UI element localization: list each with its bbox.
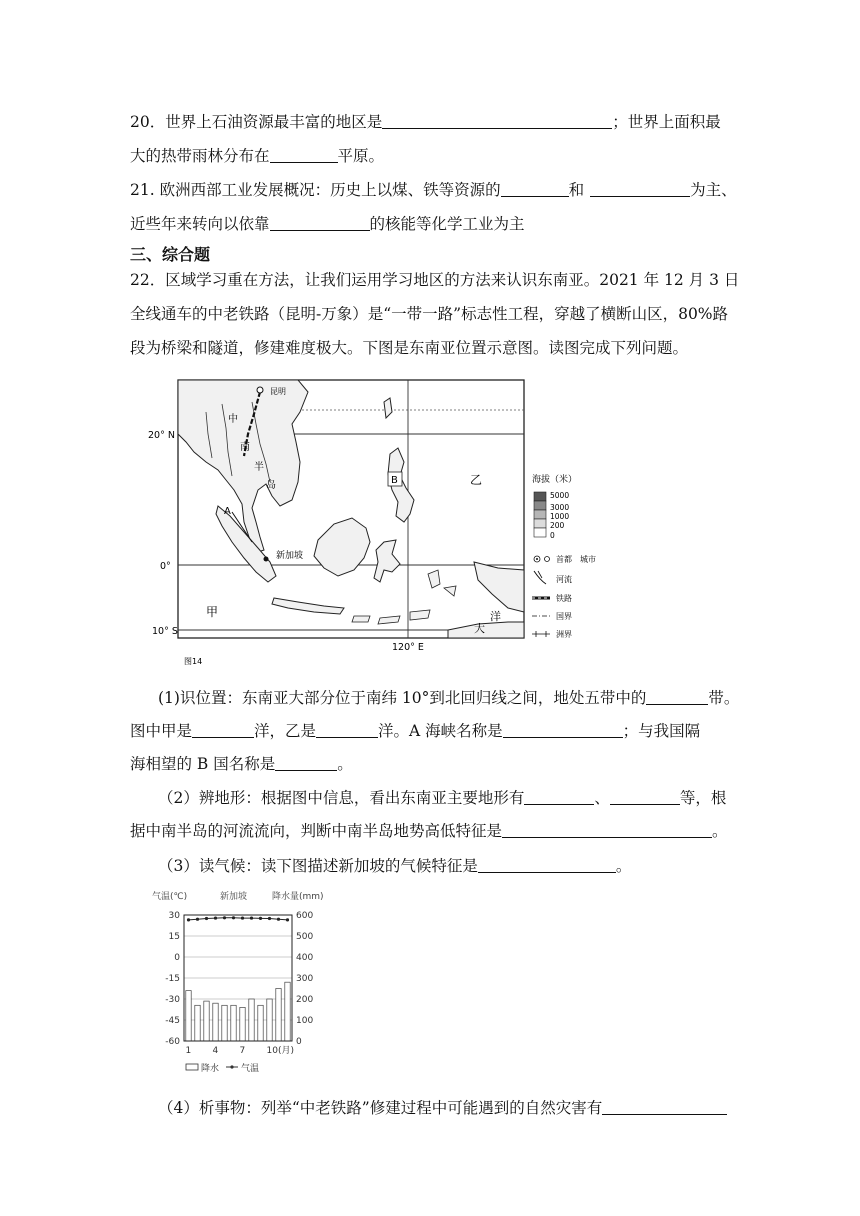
river-symbol-icon bbox=[534, 571, 546, 584]
legend-capital-city: 首都 城市 bbox=[556, 555, 596, 564]
q22-p1-text-c: 图中甲是 bbox=[130, 722, 193, 740]
lat-label-20n: 20° N bbox=[148, 430, 175, 441]
temp-axis-label: 气温(℃) bbox=[152, 892, 188, 902]
elev-swatch-0 bbox=[534, 528, 546, 537]
precip-bar bbox=[204, 1001, 209, 1041]
temp-point bbox=[187, 918, 190, 921]
singapore-city-marker bbox=[264, 557, 269, 562]
q22-p2-blank-3[interactable] bbox=[502, 823, 712, 838]
q21-answer-blank-2[interactable] bbox=[590, 182, 690, 197]
temp-point bbox=[223, 916, 226, 919]
temp-line bbox=[189, 918, 288, 920]
q22-p1-blank-3[interactable] bbox=[316, 723, 378, 738]
q22-intro-line3: 段为桥梁和隧道，修建难度极大。下图是东南亚位置示意图。读图完成下列问题。 bbox=[130, 339, 689, 357]
temp-legend-dot bbox=[230, 1065, 233, 1068]
legend-temp: 气温 bbox=[241, 1064, 260, 1074]
map-figure bbox=[148, 372, 658, 672]
q20-line2 bbox=[130, 146, 384, 166]
precip-bar bbox=[213, 1003, 218, 1041]
label-nan: 南 bbox=[240, 442, 250, 453]
q22-p2-text-a: （2）辨地形：根据图中信息，看出东南亚主要地形有 bbox=[158, 789, 525, 807]
precip-tick-label: 0 bbox=[296, 1037, 302, 1047]
q21-text-c: 为主、 bbox=[690, 181, 737, 199]
temp-point bbox=[277, 918, 280, 921]
precip-tick-label: 200 bbox=[296, 995, 314, 1005]
chart-city-label: 新加坡 bbox=[220, 892, 248, 902]
elev-label: 1000 bbox=[550, 512, 570, 521]
temp-point bbox=[232, 916, 235, 919]
q22-p1-text-e: 洋。A 海峡名称是 bbox=[378, 722, 503, 740]
q22-intro-line2: 全线通车的中老铁路（昆明-万象）是“一带一路”标志性工程，穿越了横断山区，80%路 bbox=[130, 305, 729, 323]
temp-point bbox=[214, 916, 217, 919]
precip-tick-label: 100 bbox=[296, 1016, 314, 1026]
q20-answer-blank-2[interactable] bbox=[270, 148, 338, 163]
q21-answer-blank-1[interactable] bbox=[501, 182, 569, 197]
temp-point bbox=[259, 917, 262, 920]
q22-p4-line1 bbox=[158, 1098, 727, 1118]
q20-text-d: 平原。 bbox=[337, 147, 385, 165]
q22-p1-line2 bbox=[130, 721, 700, 741]
label-strait-a: A bbox=[224, 506, 231, 517]
figure-number: 图14 bbox=[184, 657, 203, 666]
q22-p1-blank-1[interactable] bbox=[646, 690, 708, 705]
q22-p1-line3 bbox=[130, 754, 353, 774]
q20-text-b: ；世界上面积最 bbox=[612, 113, 721, 131]
label-country-b: B bbox=[391, 475, 398, 486]
q22-p1-text-g: 海相望的 B 国名称是 bbox=[130, 755, 276, 773]
elev-label: 0 bbox=[550, 531, 555, 540]
q22-p4-blank-1[interactable] bbox=[602, 1100, 727, 1115]
temp-point bbox=[205, 917, 208, 920]
q21-answer-blank-3[interactable] bbox=[270, 216, 370, 231]
singapore-climate-chart bbox=[150, 888, 335, 1078]
label-yang: 洋 bbox=[490, 610, 501, 623]
small-island bbox=[410, 610, 430, 620]
elev-swatch-5000 bbox=[534, 492, 546, 501]
lat-label-10s: 10° S bbox=[152, 626, 178, 637]
month-tick-label: 4 bbox=[212, 1046, 219, 1056]
q22-p2-text-c: 等，根 bbox=[679, 789, 727, 807]
legend-continent-border: 洲界 bbox=[556, 630, 572, 639]
label-da: 大 bbox=[474, 622, 485, 635]
q20-line1 bbox=[130, 112, 721, 132]
precip-bar bbox=[249, 999, 254, 1041]
capital-symbol-dot bbox=[536, 558, 538, 560]
temp-point bbox=[286, 918, 289, 921]
lat-label-0: 0° bbox=[160, 561, 171, 572]
southeast-asia-map bbox=[148, 372, 658, 672]
q22-p1-line1 bbox=[158, 688, 739, 708]
label-dao: 岛 bbox=[266, 480, 276, 491]
city-symbol-icon bbox=[545, 557, 550, 562]
month-tick-label: 10(月) bbox=[266, 1046, 294, 1056]
precip-bar bbox=[258, 1005, 263, 1041]
month-tick-label: 1 bbox=[185, 1046, 192, 1056]
q22-p1-blank-4[interactable] bbox=[503, 723, 623, 738]
label-ban: 半 bbox=[254, 462, 264, 473]
lon-label-120e: 120° E bbox=[392, 642, 424, 653]
q22-p4-text-a: （4）析事物：列举“中老铁路”修建过程中可能遇到的自然灾害有 bbox=[158, 1099, 603, 1117]
label-yi: 乙 bbox=[470, 473, 483, 487]
precip-bar bbox=[285, 982, 290, 1041]
q22-p2-text-d: 据中南半岛的河流流向，判断中南半岛地势高低特征是 bbox=[130, 822, 503, 840]
map-legend bbox=[532, 473, 596, 639]
temp-tick-label: 0 bbox=[174, 953, 180, 963]
label-jia: 甲 bbox=[206, 605, 219, 619]
elev-label: 200 bbox=[550, 521, 565, 530]
temp-point bbox=[196, 918, 199, 921]
q22-p1-text-a: (1)识位置：东南亚大部分位于南纬 10°到北回归线之间，地处五带中的 bbox=[158, 689, 647, 707]
q22-p1-text-f: ；与我国隔 bbox=[622, 722, 701, 740]
temp-tick-label: 15 bbox=[168, 932, 180, 942]
q22-p2-blank-2[interactable] bbox=[610, 790, 680, 805]
precip-bar bbox=[276, 989, 281, 1042]
q22-p2-line1 bbox=[158, 788, 726, 808]
q20-answer-blank-1[interactable] bbox=[382, 114, 612, 129]
label-zhong: 中 bbox=[228, 414, 238, 425]
q21-text-b: 和 bbox=[568, 181, 585, 199]
q22-p2-blank-1[interactable] bbox=[524, 790, 594, 805]
q22-p2-text-b: 、 bbox=[594, 789, 610, 807]
precip-tick-label: 400 bbox=[296, 953, 314, 963]
label-singapore: 新加坡 bbox=[276, 551, 304, 561]
q22-intro-line1: 22．区域学习重在方法，让我们运用学习地区的方法来认识东南亚。2021 年 12 月 3 日 bbox=[130, 271, 740, 289]
precip-tick-label: 600 bbox=[296, 911, 314, 921]
temp-point bbox=[268, 917, 271, 920]
elev-swatch-200 bbox=[534, 519, 546, 528]
temp-tick-label: -15 bbox=[165, 974, 180, 984]
q21-text-e: 的核能等化学工业为主 bbox=[369, 215, 525, 233]
q21-text-a: 21. 欧洲西部工业发展概况：历史上以煤、铁等资源的 bbox=[130, 181, 501, 199]
elev-swatch-3000 bbox=[534, 501, 546, 510]
q22-p1-text-h: 。 bbox=[337, 755, 353, 773]
temp-point bbox=[241, 916, 244, 919]
precip-tick-label: 500 bbox=[296, 932, 314, 942]
q21-line2 bbox=[130, 214, 525, 234]
precip-bar bbox=[222, 1005, 227, 1041]
legend-railway: 铁路 bbox=[556, 594, 572, 603]
kunming-city-marker bbox=[257, 387, 263, 393]
precip-bar bbox=[267, 999, 272, 1041]
precip-bar bbox=[186, 991, 191, 1041]
temp-point bbox=[250, 916, 253, 919]
precip-tick-label: 300 bbox=[296, 974, 314, 984]
temp-tick-label: -30 bbox=[165, 995, 180, 1005]
q22-p1-blank-2[interactable] bbox=[192, 723, 254, 738]
legend-precip: 降水 bbox=[201, 1064, 220, 1074]
q22-p2-text-e: 。 bbox=[712, 822, 728, 840]
q21-text-d: 近些年来转向以依靠 bbox=[130, 215, 270, 233]
temp-tick-label: -60 bbox=[165, 1037, 180, 1047]
precip-legend-swatch bbox=[186, 1064, 198, 1070]
precip-bar bbox=[231, 1005, 236, 1041]
q22-p3-text-a: （3）读气候：读下图描述新加坡的气候特征是 bbox=[158, 857, 478, 875]
elev-label: 3000 bbox=[550, 503, 570, 512]
temp-tick-label: -45 bbox=[165, 1016, 180, 1026]
precip-axis-label: 降水量(mm) bbox=[272, 892, 324, 902]
month-tick-label: 7 bbox=[239, 1046, 246, 1056]
precip-bar bbox=[240, 1007, 245, 1041]
small-island bbox=[352, 616, 370, 622]
q22-p2-line2 bbox=[130, 821, 728, 841]
q22-p1-text-b: 带。 bbox=[708, 689, 740, 707]
legend-national-border: 国界 bbox=[556, 612, 572, 621]
q22-p3-blank-1[interactable] bbox=[478, 858, 616, 873]
legend-river: 河流 bbox=[556, 575, 572, 584]
q21-line1 bbox=[130, 180, 737, 200]
section-heading: 三、综合题 bbox=[130, 245, 211, 264]
q22-p1-blank-5[interactable] bbox=[275, 756, 337, 771]
climate-chart-svg bbox=[150, 888, 335, 1078]
temp-tick-label: 30 bbox=[168, 911, 180, 921]
q22-p3-text-b: 。 bbox=[615, 857, 632, 875]
q20-text-a: 20．世界上石油资源最丰富的地区是 bbox=[130, 113, 383, 131]
q20-text-c: 大的热带雨林分布在 bbox=[130, 147, 270, 165]
legend-title: 海拔（米） bbox=[532, 475, 578, 485]
elev-swatch-1000 bbox=[534, 510, 546, 519]
label-kunming: 昆明 bbox=[270, 387, 286, 396]
q22-p1-text-d: 洋，乙是 bbox=[254, 722, 317, 740]
elev-label: 5000 bbox=[550, 491, 570, 500]
precip-bar bbox=[195, 1005, 200, 1041]
q22-p3-line1 bbox=[158, 856, 631, 876]
